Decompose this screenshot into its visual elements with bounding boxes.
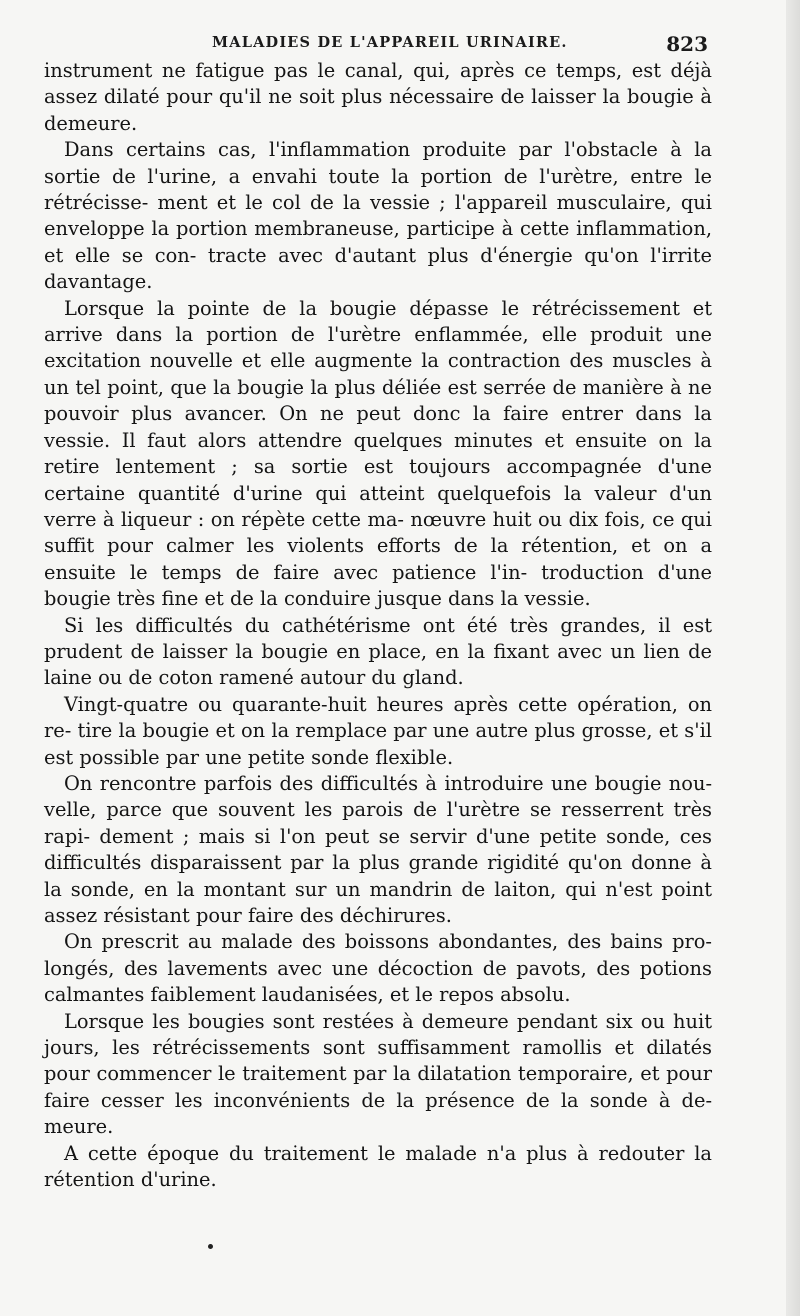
- ink-speck: [208, 1244, 213, 1249]
- page-number: 823: [666, 32, 708, 56]
- paragraph: Dans certains cas, l'inflammation produite par l'obstacle à la sortie de l'urine, a envahi toute la portion de l'urètre, entre le rétrécisse- ment et le col de la vessie ; l'appareil musculaire, qui enveloppe la portion membraneuse, participe à cette inflammation, et elle se con- tracte avec d'autant plus d'énergie qu'on l'irrite davantage.: [44, 138, 712, 294]
- paragraph: Lorsque les bougies sont restées à demeure pendant six ou huit jours, les rétrécissements sont suffisamment ramollis et dilatés pour commencer le traitement par la dilatation temporaire, et pour faire cesser les inconvénients de la présence de la sonde à de- meure.: [44, 1009, 712, 1139]
- paragraph: instrument ne fatigue pas le canal, qui, après ce temps, est déjà assez dilaté pour qu'il ne soit plus nécessaire de laisser la bougie à demeure.: [44, 59, 712, 135]
- running-title: MALADIES DE L'APPAREIL URINAIRE.: [212, 34, 568, 51]
- paragraph: A cette époque du traitement le malade n'a plus à redouter la rétention d'urine.: [44, 1141, 712, 1192]
- paragraph: Vingt-quatre ou quarante-huit heures après cette opération, on re- tire la bougie et on la remplace par une autre plus grosse, et s'il est possible par une petite sonde flexible.: [44, 692, 712, 769]
- paragraph: Si les difficultés du cathétérisme ont été très grandes, il est prudent de laisser la bougie en place, en la fixant avec un lien de laine ou de coton ramené autour du gland.: [44, 613, 712, 690]
- page-header: [44, 30, 712, 60]
- paragraph: Lorsque la pointe de la bougie dépasse le rétrécissement et arrive dans la portion de l'urètre enflammée, elle produit une excitation nouvelle et elle augmente la contraction des muscles à un tel point, que la bougie la plus déliée est serrée de manière à ne pouvoir plus avancer. On ne peut donc la faire entrer dans la vessie. Il faut alors attendre quelques minutes et ensuite on la retire lentement ; sa sortie est toujours accompagnée d'une certaine quantité d'urine qui atteint quelquefois la valeur d'un verre à liqueur : on répète cette ma- nœuvre huit ou dix fois, ce qui suffit pour calmer les violents efforts de la rétention, et on a ensuite le temps de faire avec patience l'in- troduction d'une bougie très fine et de la conduire jusque dans la vessie.: [44, 296, 712, 611]
- paragraph: On rencontre parfois des difficultés à introduire une bougie nou- velle, parce que souvent les parois de l'urètre se resserrent très rapi- dement ; mais si l'on peut se servir d'une petite sonde, ces difficultés disparaissent par la plus grande rigidité qu'on donne à la sonde, en la montant sur un mandrin de laiton, qui n'est point assez résistant pour faire des déchirures.: [44, 771, 712, 927]
- page-body: [44, 58, 712, 1193]
- paragraph: On prescrit au malade des boissons abondantes, des bains pro- longés, des lavements avec une décoction de pavots, des potions calmantes faiblement laudanisées, et le repos absolu.: [44, 930, 712, 1007]
- page-edge-shadow: [786, 0, 800, 1316]
